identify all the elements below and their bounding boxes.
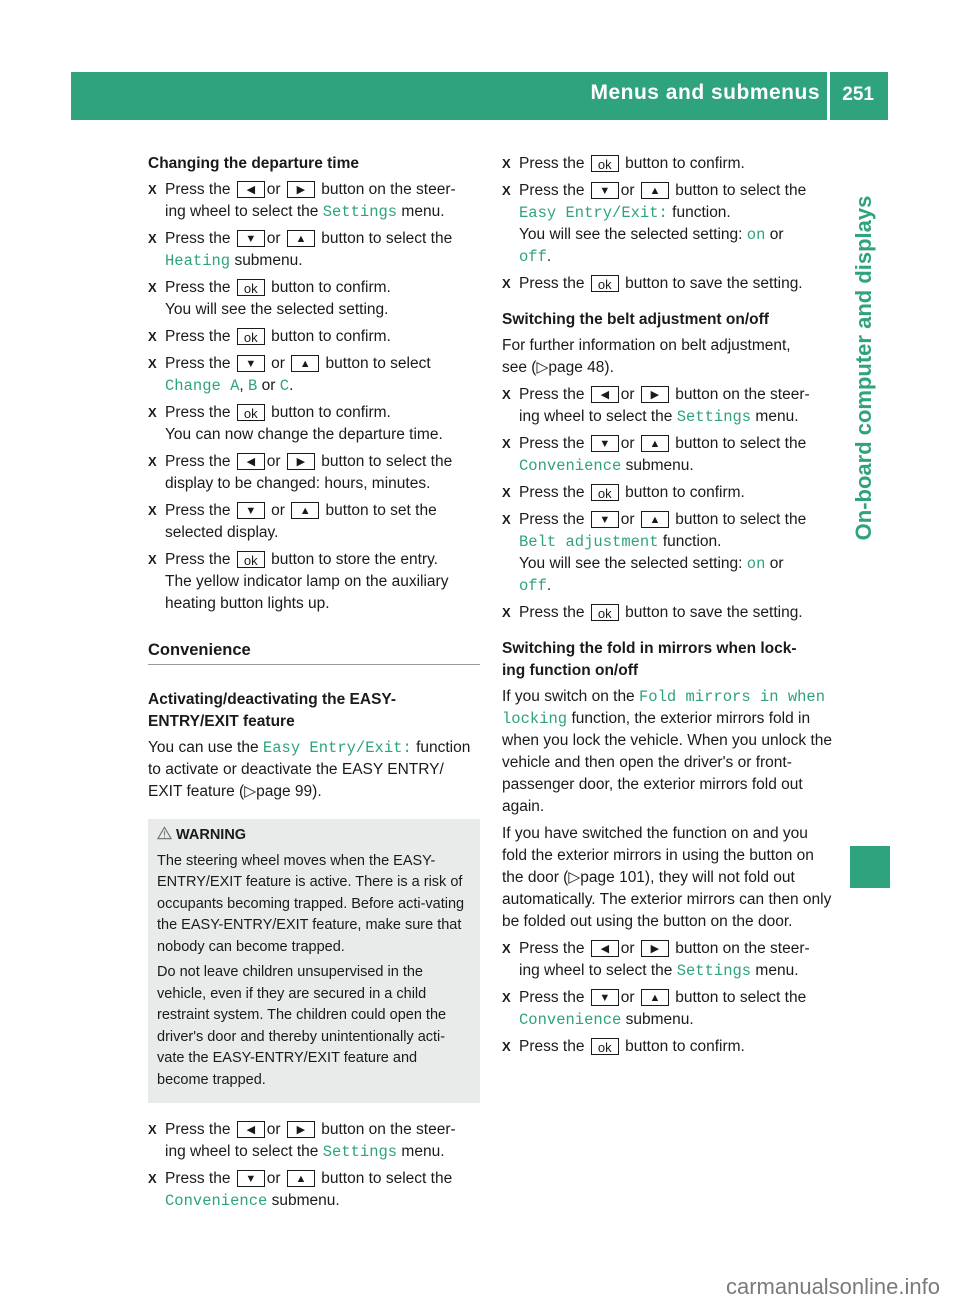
- down-arrow-key-icon: ▼: [591, 435, 619, 452]
- right-arrow-key-icon: ▶: [287, 181, 315, 198]
- up-arrow-key-icon: ▲: [641, 182, 669, 199]
- header-divider: [827, 72, 830, 120]
- setting-value: off: [519, 577, 547, 595]
- menu-name: Fold mirrors in when: [639, 688, 826, 706]
- menu-name: Heating: [165, 252, 231, 270]
- step-bullet: X: [502, 276, 511, 291]
- right-arrow-key-icon: ▶: [287, 453, 315, 470]
- menu-name: Convenience: [519, 457, 622, 475]
- step-bullet: X: [148, 280, 157, 295]
- step-item: X Press the ▼ or ▲ button to select the Belt adjustment function. You will see the selected setting: on or off.: [502, 511, 807, 595]
- menu-name: Settings: [322, 1143, 398, 1161]
- step-bullet: X: [148, 503, 157, 518]
- paragraph-fold-1: If you switch on the Fold mirrors in when locking function, the exterior mirrors fold in when you lock the vehicle. When you unlock the vehicle and then open the driver's or front-passenger door, the exterior mirrors fold out again.: [502, 688, 832, 815]
- section-title: Menus and submenus: [590, 81, 820, 104]
- page-number: 251: [842, 84, 874, 105]
- step-item: X Press the ◀ or ▶ button on the steer- ing wheel to select the Settings menu.: [148, 1121, 456, 1161]
- ok-key-icon: ok: [237, 328, 265, 345]
- down-arrow-key-icon: ▼: [591, 989, 619, 1006]
- menu-name: Belt adjustment: [519, 533, 659, 551]
- step-bullet: X: [502, 156, 511, 171]
- paragraph-belt: For further information on belt adjustment, see (▷page 48).: [502, 337, 791, 376]
- step-bullet: X: [502, 941, 511, 956]
- page-ref-icon: ▷: [568, 869, 581, 886]
- step-item: X Press the ▼ or ▲ button to select the Easy Entry/Exit: function. You will see the selected setting: on or off.: [502, 182, 807, 266]
- up-arrow-key-icon: ▲: [641, 989, 669, 1006]
- step-bullet: X: [502, 1039, 511, 1054]
- step-item: X Press the ok button to store the entry. The yellow indicator lamp on the auxiliary heating button lights up.: [148, 551, 449, 612]
- step-bullet: X: [148, 552, 157, 567]
- heading-belt-adjustment: Switching the belt adjustment on/off: [502, 311, 769, 328]
- warning-text: The steering wheel moves when the EASY-ENTRY/EXIT feature is active. There is a risk of occupants becoming trapped. Before acti-vating the EASY-ENTRY/EXIT feature, make sure that nobody can become trapped.: [157, 852, 465, 955]
- step-bullet: X: [148, 1171, 157, 1186]
- step-item: X Press the ◀ or ▶ button on the steer- ing wheel to select the Settings menu.: [148, 181, 456, 221]
- footer: [0, 1268, 960, 1302]
- step-bullet: X: [502, 387, 511, 402]
- menu-name: C: [279, 377, 290, 395]
- ok-key-icon: ok: [237, 404, 265, 421]
- up-arrow-key-icon: ▲: [287, 230, 315, 247]
- header-bar: [71, 72, 888, 120]
- watermark: carmanualsonline.info: [725, 1274, 940, 1299]
- up-arrow-key-icon: ▲: [641, 511, 669, 528]
- heading-convenience: Convenience: [148, 639, 480, 665]
- ok-key-icon: ok: [591, 155, 619, 172]
- step-bullet: X: [148, 454, 157, 469]
- up-arrow-key-icon: ▲: [641, 435, 669, 452]
- ok-key-icon: ok: [591, 1038, 619, 1055]
- heading-departure-time: Changing the departure time: [148, 155, 359, 172]
- step-bullet: X: [148, 231, 157, 246]
- ok-key-icon: ok: [591, 604, 619, 621]
- step-item: X Press the ▼ or ▲ button to select the Convenience submenu.: [502, 989, 807, 1029]
- step-bullet: X: [148, 405, 157, 420]
- step-item: X Press the ▼ or ▲ button to select the Heating submenu.: [148, 230, 453, 270]
- step-item: X Press the ◀ or ▶ button to select the display to be changed: hours, minutes.: [148, 453, 453, 492]
- setting-value: on: [746, 555, 766, 573]
- menu-name: Settings: [322, 203, 398, 221]
- right-column: [502, 153, 834, 1063]
- heading-easy-entry: Activating/deactivating the EASY- ENTRY/EXIT feature: [148, 691, 397, 730]
- left-column: [148, 153, 480, 1217]
- step-item: X Press the ▼ or ▲ button to select Change A, B or C.: [148, 355, 431, 395]
- step-item: X Press the ok button to confirm.: [148, 326, 480, 348]
- down-arrow-key-icon: ▼: [591, 182, 619, 199]
- menu-name: Convenience: [519, 1011, 622, 1029]
- right-arrow-key-icon: ▶: [641, 386, 669, 403]
- step-item: X Press the ok button to confirm.: [502, 1036, 834, 1058]
- left-arrow-key-icon: ◀: [237, 1121, 265, 1138]
- step-item: X Press the ok button to confirm.: [502, 153, 834, 175]
- menu-name: locking: [502, 710, 568, 728]
- right-arrow-key-icon: ▶: [641, 940, 669, 957]
- step-bullet: X: [502, 436, 511, 451]
- heading-fold-mirrors: Switching the fold in mirrors when lock- ing function on/off: [502, 640, 797, 679]
- left-arrow-key-icon: ◀: [237, 453, 265, 470]
- step-item: X Press the ◀ or ▶ button on the steer- ing wheel to select the Settings menu.: [502, 940, 810, 980]
- left-arrow-key-icon: ◀: [237, 181, 265, 198]
- step-item: X Press the ok button to confirm. You can now change the departure time.: [148, 404, 443, 443]
- page-ref-icon: ▷: [244, 783, 257, 800]
- ok-key-icon: ok: [237, 551, 265, 568]
- down-arrow-key-icon: ▼: [591, 511, 619, 528]
- menu-name: Change A: [165, 377, 240, 395]
- step-item: X Press the ok button to save the setting.: [502, 273, 834, 295]
- step-item: X Press the ◀ or ▶ button on the steer- ing wheel to select the Settings menu.: [502, 386, 810, 426]
- step-item: X Press the ▼ or ▲ button to select the Convenience submenu.: [502, 435, 807, 475]
- step-bullet: X: [148, 329, 157, 344]
- warning-triangle-icon: [157, 826, 172, 840]
- menu-name: Settings: [676, 962, 752, 980]
- step-item: X Press the ok button to save the setting.: [502, 602, 834, 624]
- step-bullet: X: [502, 605, 511, 620]
- setting-value: on: [746, 226, 766, 244]
- warning-title: WARNING: [157, 825, 472, 847]
- paragraph-easy-entry: You can use the Easy Entry/Exit: function to activate or deactivate the EASY ENTRY/ EXIT feature (▷page 99).: [148, 739, 471, 800]
- step-bullet: X: [148, 356, 157, 371]
- step-item: X Press the ▼ or ▲ button to select the Convenience submenu.: [148, 1170, 453, 1210]
- warning-text: Do not leave children unsupervised in the vehicle, even if they are secured in a child restraint system. The children could open the driver's door and thereby unintentionally acti-vate the EASY-ENTRY/EXIT feature and become trapped.: [157, 964, 447, 1088]
- down-arrow-key-icon: ▼: [237, 230, 265, 247]
- step-bullet: X: [502, 183, 511, 198]
- setting-value: off: [519, 248, 547, 266]
- page-ref-icon: ▷: [536, 359, 549, 376]
- menu-name: Settings: [676, 408, 752, 426]
- step-bullet: X: [502, 512, 511, 527]
- ok-key-icon: ok: [591, 275, 619, 292]
- ok-key-icon: ok: [591, 484, 619, 501]
- step-bullet: X: [502, 990, 511, 1005]
- down-arrow-key-icon: ▼: [237, 355, 265, 372]
- step-bullet: X: [502, 485, 511, 500]
- chapter-tab-marker: [850, 846, 890, 888]
- left-arrow-key-icon: ◀: [591, 386, 619, 403]
- warning-box: [148, 819, 480, 1103]
- step-item: X Press the ▼ or ▲ button to set the selected display.: [148, 502, 437, 541]
- menu-name: Convenience: [165, 1192, 268, 1210]
- step-bullet: X: [148, 1122, 157, 1137]
- step-item: X Press the ok button to confirm. You will see the selected setting.: [148, 279, 391, 318]
- menu-name: B: [248, 377, 258, 395]
- up-arrow-key-icon: ▲: [291, 502, 319, 519]
- down-arrow-key-icon: ▼: [237, 1170, 265, 1187]
- chapter-tab-label: On-board computer and displays: [851, 195, 876, 541]
- right-arrow-key-icon: ▶: [287, 1121, 315, 1138]
- down-arrow-key-icon: ▼: [237, 502, 265, 519]
- up-arrow-key-icon: ▲: [291, 355, 319, 372]
- paragraph-fold-2: If you have switched the function on and you fold the exterior mirrors in using the button on the door (▷page 101), they will not fold out automatically. The exterior mirrors can then only be folded out using the button on the door.: [502, 825, 832, 930]
- step-item: X Press the ok button to confirm.: [502, 482, 834, 504]
- menu-name: Easy Entry/Exit:: [262, 739, 412, 757]
- step-bullet: X: [148, 182, 157, 197]
- ok-key-icon: ok: [237, 279, 265, 296]
- left-arrow-key-icon: ◀: [591, 940, 619, 957]
- menu-name: Easy Entry/Exit:: [519, 204, 668, 222]
- up-arrow-key-icon: ▲: [287, 1170, 315, 1187]
